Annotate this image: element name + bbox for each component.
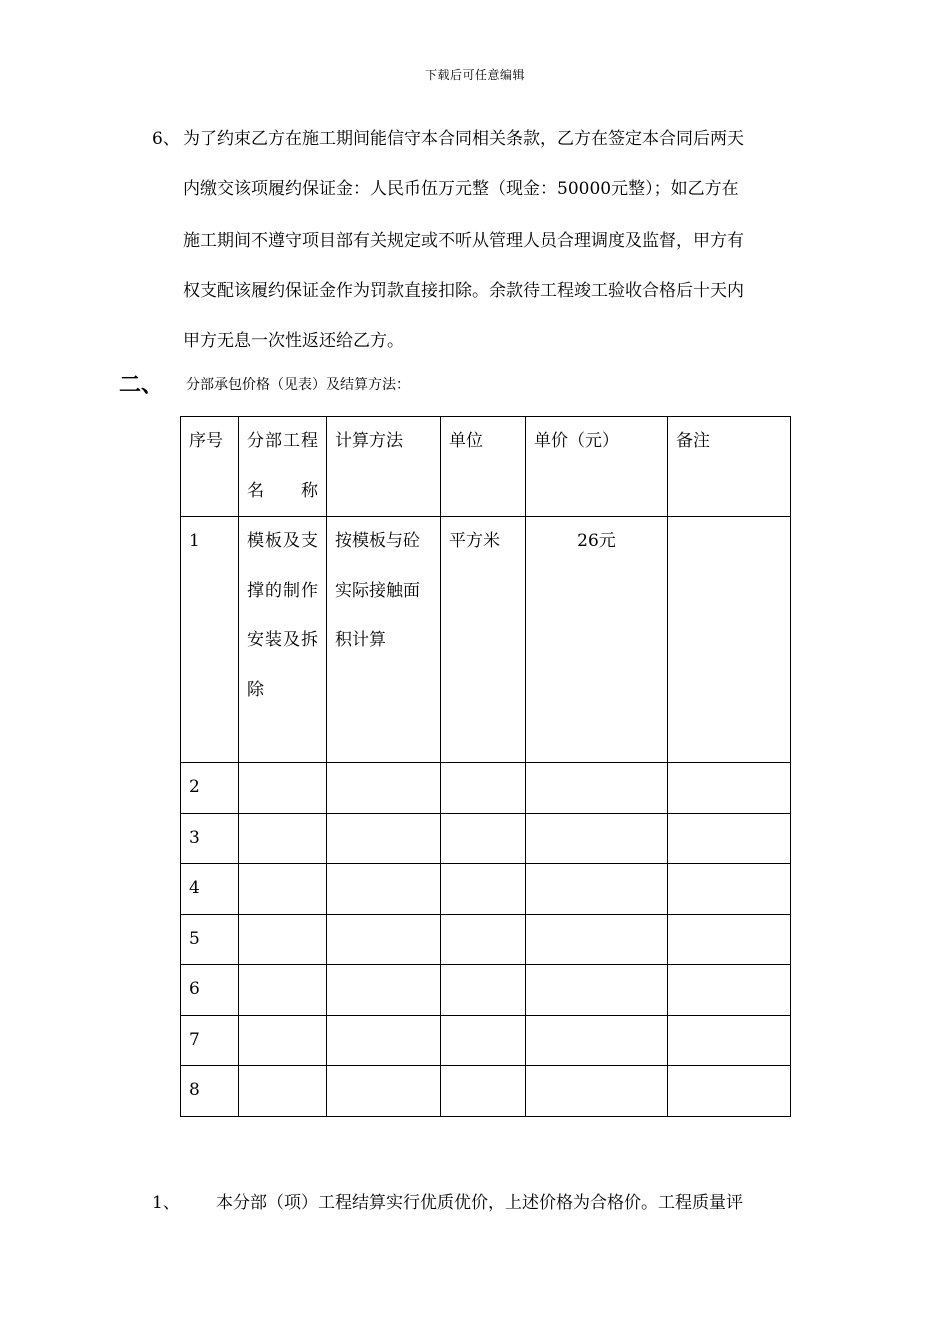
row-1-price: 26元 (526, 517, 668, 763)
item-6-line-4: 权支配该履约保证金作为罚款直接扣除。余款待工程竣工验收合格后十天内 (183, 281, 744, 301)
header-cell-no: 序号 (181, 417, 239, 517)
header-cell-method: 计算方法 (327, 417, 441, 517)
section-2-number: 二、 (119, 372, 164, 398)
row-no: 5 (181, 914, 239, 965)
table-row (181, 965, 791, 1016)
item-6-number: 6、 (152, 129, 180, 149)
header-cell-price: 单价（元） (526, 417, 668, 517)
table-row (181, 914, 791, 965)
header-cell-unit: 单位 (441, 417, 526, 517)
table-row (181, 864, 791, 915)
table-header-row (181, 417, 791, 517)
item-6-line-2: 内缴交该项履约保证金：人民币伍万元整（现金：50000元整）；如乙方在 (183, 179, 739, 199)
row-1-no: 1 (181, 517, 239, 763)
table-row (181, 1066, 791, 1117)
row-1-note (668, 517, 791, 763)
row-1-name: 模板及支撑的制作安装及拆除 (239, 517, 327, 763)
price-table (180, 416, 791, 1117)
row-no: 8 (181, 1066, 239, 1117)
row-1-unit: 平方米 (441, 517, 526, 763)
table-row (181, 813, 791, 864)
table-row (181, 763, 791, 814)
row-no: 4 (181, 864, 239, 915)
item-6-line-1: 为了约束乙方在施工期间能信守本合同相关条款，乙方在签定本合同后两天 (183, 129, 744, 149)
row-no: 2 (181, 763, 239, 814)
item-6-line-3: 施工期间不遵守项目部有关规定或不听从管理人员合理调度及监督，甲方有 (183, 231, 744, 251)
item-1-number: 1、 (152, 1193, 180, 1213)
page-header: 下载后可任意编辑 (424, 68, 525, 82)
header-cell-note: 备注 (668, 417, 791, 517)
row-no: 6 (181, 965, 239, 1016)
row-1-method: 按模板与砼实际接触面积计算 (327, 517, 441, 763)
row-no: 7 (181, 1015, 239, 1066)
item-1-text: 本分部（项）工程结算实行优质优价，上述价格为合格价。工程质量评 (216, 1193, 743, 1213)
table-row (181, 517, 791, 763)
item-6-line-5: 甲方无息一次性返还给乙方。 (183, 331, 404, 351)
section-2-title: 分部承包价格（见表）及结算方法： (186, 377, 410, 393)
header-cell-name: 分部工程名称 (239, 417, 327, 517)
table-row (181, 1015, 791, 1066)
row-no: 3 (181, 813, 239, 864)
